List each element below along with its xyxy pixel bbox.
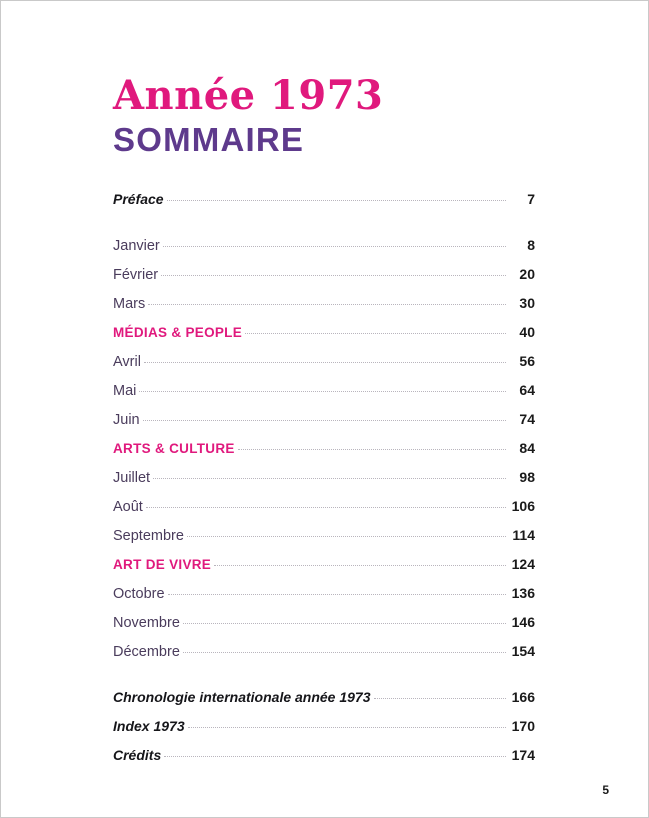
toc-entry-label: ART DE VIVRE <box>113 557 212 572</box>
toc-leader-dots <box>245 332 506 334</box>
toc-entry-label: MÉDIAS & PEOPLE <box>113 325 243 340</box>
toc-entry-label: Chronologie internationale année 1973 <box>113 689 371 705</box>
toc-entry-page-number: 166 <box>511 689 535 705</box>
toc-entry[interactable] <box>113 411 535 440</box>
toc-leader-dots <box>143 419 506 421</box>
toc-leader-dots <box>146 506 506 508</box>
toc-entry-page-number: 30 <box>519 295 535 311</box>
toc-entry-page-number: 106 <box>511 498 535 514</box>
toc-leader-dots <box>148 303 506 305</box>
toc-entry-page-number: 136 <box>511 585 535 601</box>
toc-leader-dots <box>153 477 506 479</box>
toc-entry-page-number: 84 <box>519 440 535 456</box>
toc-entry[interactable] <box>113 191 535 220</box>
toc-entry[interactable] <box>113 718 535 747</box>
toc-leader-dots <box>214 564 506 566</box>
toc-entry-label: Juillet <box>113 470 151 486</box>
toc-entry-label: Avril <box>113 354 141 370</box>
toc-entry[interactable] <box>113 440 535 469</box>
toc-entry[interactable] <box>113 237 535 266</box>
toc-leader-dots <box>167 199 506 201</box>
toc-entry-page-number: 64 <box>519 382 535 398</box>
toc-entry-label: Novembre <box>113 615 180 631</box>
toc-entry-page-number: 154 <box>511 643 535 659</box>
toc-entry[interactable] <box>113 295 535 324</box>
toc-entry-page-number: 56 <box>519 353 535 369</box>
toc-entry-label: Index 1973 <box>113 718 185 734</box>
toc-entry-page-number: 7 <box>527 191 535 207</box>
toc-entry-page-number: 114 <box>512 527 535 543</box>
toc-leader-dots <box>164 755 506 757</box>
toc-entry-label: Mars <box>113 296 146 312</box>
toc-entry-page-number: 40 <box>519 324 535 340</box>
toc-entry[interactable] <box>113 556 535 585</box>
toc-entry-page-number: 74 <box>519 411 535 427</box>
toc-leader-dots <box>183 651 506 653</box>
toc-entry-page-number: 146 <box>511 614 535 630</box>
toc-entry-label: ARTS & CULTURE <box>113 441 235 456</box>
toc-entry-label: Septembre <box>113 528 184 544</box>
table-of-contents <box>113 191 535 776</box>
toc-entry[interactable] <box>113 266 535 295</box>
toc-entry[interactable] <box>113 689 535 718</box>
toc-leader-dots <box>161 274 506 276</box>
toc-entry-label: Crédits <box>113 747 162 763</box>
toc-entry-label: Janvier <box>113 238 160 254</box>
toc-entry[interactable] <box>113 382 535 411</box>
folio-page-number: 5 <box>602 783 609 797</box>
toc-entry[interactable] <box>113 469 535 498</box>
toc-entry[interactable] <box>113 353 535 382</box>
toc-leader-dots <box>188 726 506 728</box>
toc-entry[interactable] <box>113 498 535 527</box>
toc-entry[interactable] <box>113 643 535 672</box>
toc-entry-label: Décembre <box>113 644 180 660</box>
toc-entry[interactable] <box>113 324 535 353</box>
toc-entry-label: Octobre <box>113 586 165 602</box>
toc-entry-label: Juin <box>113 412 140 428</box>
toc-entry-page-number: 174 <box>511 747 535 763</box>
toc-entry[interactable] <box>113 527 535 556</box>
toc-leader-dots <box>374 697 506 699</box>
toc-leader-dots <box>183 622 506 624</box>
toc-leader-dots <box>139 390 506 392</box>
toc-leader-dots <box>168 593 506 595</box>
page-subtitle-sommaire: SOMMAIRE <box>113 121 305 158</box>
toc-leader-dots <box>187 535 506 537</box>
toc-entry[interactable] <box>113 614 535 643</box>
toc-entry-label: Août <box>113 499 143 515</box>
toc-entry-label: Février <box>113 267 159 283</box>
toc-entry-page-number: 8 <box>527 237 535 253</box>
toc-leader-dots <box>238 448 506 450</box>
page-title-year: Année 1973 <box>113 72 384 119</box>
toc-entry-label: Préface <box>113 191 164 207</box>
toc-entry-page-number: 170 <box>511 718 535 734</box>
toc-entry-page-number: 98 <box>519 469 535 485</box>
page-content <box>113 73 535 776</box>
toc-entry-page-number: 124 <box>511 556 535 572</box>
toc-leader-dots <box>144 361 506 363</box>
toc-entry-label: Mai <box>113 383 137 399</box>
toc-entry-page-number: 20 <box>519 266 535 282</box>
toc-leader-dots <box>163 245 506 247</box>
toc-entry[interactable] <box>113 747 535 776</box>
toc-entry[interactable] <box>113 585 535 614</box>
